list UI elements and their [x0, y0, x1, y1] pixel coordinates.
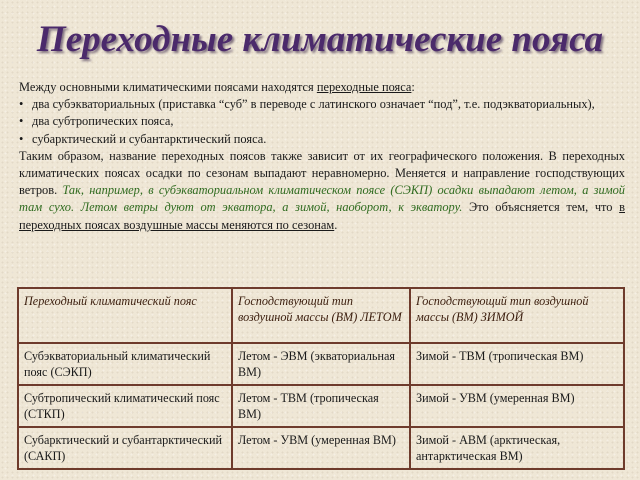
intro-lead-text: Между основными климатическими поясами находятся — [19, 80, 317, 94]
page-title: Переходные климатические пояса — [36, 19, 604, 60]
explanation-paragraph — [19, 148, 625, 234]
list-item: • два субэкваториальных (приставка “суб” в переводе с латинского означает “под”, т.е. подэкваториальных), — [19, 96, 625, 113]
header-cell-winter: Господствующий тип воздушной массы (ВМ) ЗИМОЙ — [410, 288, 624, 343]
table-cell: Зимой - АВМ (арктическая, антарктическая ВМ) — [410, 427, 624, 469]
belts-table — [17, 287, 625, 470]
example-text: Так, например, в субэкваториальном климатическом поясе (СЭКП) осадки выпадают летом, а зимой там сухо. Летом ветры дуют от экватора, а зимой, наоборот, к экватору. — [19, 183, 625, 215]
table-cell: Летом - ЭВМ (экваториальная ВМ) — [232, 343, 410, 385]
table-cell: Субэкваториальный климатический пояс (СЭКП) — [18, 343, 232, 385]
table-cell: Субарктический и субантарктический (САКП) — [18, 427, 232, 469]
intro-lead-colon: : — [411, 80, 415, 94]
table-cell: Субтропический климатический пояс (СТКП) — [18, 385, 232, 427]
header-cell-belt: Переходный климатический пояс — [18, 288, 232, 343]
table-row — [18, 343, 624, 385]
explanation-tail: Это объясняется тем, что — [462, 200, 620, 215]
intro-text — [19, 79, 625, 234]
explanation-text: Таким образом, название переходных поясов также зависит от их географического положения. В переходных климатических поясах осадки по сезонам выпадают неравномерно. Меняется и направление господствующих ветров. — [19, 148, 625, 198]
table-cell: Зимой - УВМ (умеренная ВМ) — [410, 385, 624, 427]
table-cell: Летом - УВМ (умеренная ВМ) — [232, 427, 410, 469]
explanation-end: . — [334, 217, 338, 232]
table-header-row — [18, 288, 624, 343]
table-row — [18, 427, 624, 469]
table-cell: Зимой - ТВМ (тропическая ВМ) — [410, 343, 624, 385]
belts-table-container — [17, 287, 623, 469]
list-item: • два субтропических пояса, — [19, 113, 625, 130]
list-item: • субарктический и субантарктический пояса. — [19, 131, 625, 148]
table-row — [18, 385, 624, 427]
transitional-belts-term: переходные пояса — [316, 80, 412, 94]
belt-list — [19, 96, 625, 148]
key-conclusion: в переходных поясах воздушные массы меняются по сезонам — [19, 200, 625, 232]
intro-lead — [19, 79, 625, 96]
table-cell: Летом - ТВМ (тропическая ВМ) — [232, 385, 410, 427]
header-cell-summer: Господствующий тип воздушной массы (ВМ) ЛЕТОМ — [232, 288, 410, 343]
